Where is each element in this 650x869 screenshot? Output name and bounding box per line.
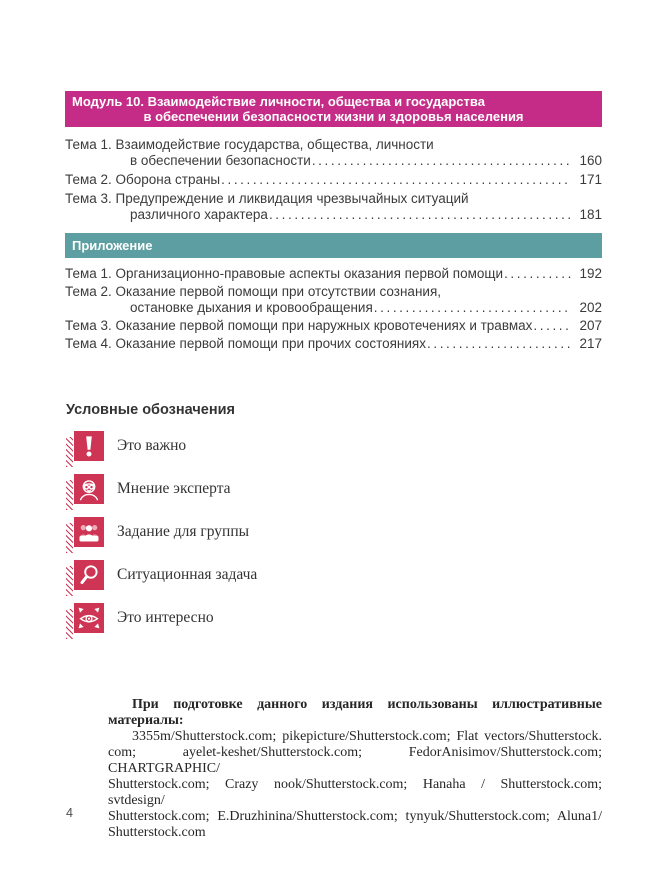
hatch-decoration: [66, 609, 73, 639]
legend-item-interesting: [66, 603, 257, 633]
toc-entry-text: Тема 2. Оказание первой помощи при отсутствии сознания,: [65, 284, 442, 299]
toc-page-number: 202: [579, 300, 602, 315]
hatch-decoration: [66, 437, 73, 467]
toc-entry: [65, 336, 602, 352]
appendix-toc: [65, 266, 602, 354]
dot-leader: [312, 153, 572, 169]
legend-item-situation: [66, 560, 257, 590]
expert-icon: [74, 474, 104, 504]
exclamation-icon: [74, 431, 104, 461]
toc-entry-text: Тема 3. Предупреждение и ликвидация чрезвычайных ситуаций: [65, 191, 469, 206]
legend-label: Ситуационная задача: [117, 566, 258, 583]
legend-label: Это важно: [117, 437, 187, 454]
module-header-line2: в обеспечении безопасности жизни и здоровья населения: [143, 109, 524, 124]
dot-leader: [221, 172, 571, 188]
toc-entry-text: различного характера: [130, 207, 268, 222]
toc-entry: [65, 172, 602, 188]
toc-entry-text: Тема 2. Оборона страны: [65, 172, 221, 187]
hatch-decoration: [66, 480, 73, 510]
toc-entry: [65, 191, 602, 223]
dot-leader: [374, 300, 572, 316]
hatch-decoration: [66, 566, 73, 596]
toc-entry-text: Тема 3. Оказание первой помощи при наружных кровотечениях и травмах: [65, 318, 533, 333]
legend-label: Задание для группы: [117, 523, 250, 540]
toc-page-number: 160: [579, 153, 602, 168]
credits-line: Shutterstock.com; E.Druzhinina/Shutterstock.com; tynyuk/Shutterstock.com; Aluna1/: [108, 809, 602, 824]
toc-page-number: 217: [579, 336, 602, 351]
toc-entry: [65, 318, 602, 334]
toc-entry: [65, 284, 602, 316]
toc-entry-text: остановке дыхания и кровообращения: [130, 300, 373, 315]
illustration-credits: [108, 697, 602, 841]
page-number: 4: [66, 806, 73, 820]
toc-page-number: 207: [579, 318, 602, 333]
credits-heading: При подготовке данного издания использованы иллюстративные материалы:: [108, 697, 602, 728]
eye-icon: [74, 603, 104, 633]
toc-page-number: 192: [579, 266, 602, 281]
legend-title: Условные обозначения: [66, 402, 235, 418]
credits-line: Shutterstock.com: [108, 825, 206, 840]
toc-page-number: 181: [579, 207, 602, 222]
credits-line: com; ayelet-keshet/Shutterstock.com; FedorAnisimov/Shutterstock.com; CHARTGRAPHIC/: [108, 745, 602, 776]
hatch-decoration: [66, 523, 73, 553]
dot-leader: [533, 318, 571, 334]
credits-line: Shutterstock.com; Crazy nook/Shutterstock.com; Hanaha / Shutterstock.com; svtdesign/: [108, 777, 602, 808]
toc-entry-text: в обеспечении безопасности: [130, 153, 311, 168]
dot-leader: [269, 207, 572, 223]
toc-entry-text: Тема 1. Взаимодействие государства, общества, личности: [65, 137, 434, 152]
legend-section: [66, 402, 257, 646]
legend-label: Мнение эксперта: [117, 480, 231, 497]
module-10-header-band: [65, 91, 602, 127]
appendix-header-label: Приложение: [72, 238, 153, 253]
dot-leader: [504, 266, 571, 282]
dot-leader: [427, 336, 571, 352]
legend-item-group: [66, 517, 257, 547]
module-header-line1: Модуль 10. Взаимодействие личности, общества и государства: [72, 93, 485, 109]
module-toc: [65, 137, 602, 226]
toc-entry-text: Тема 1. Организационно-правовые аспекты оказания первой помощи: [65, 266, 504, 281]
group-icon: [74, 517, 104, 547]
credits-line: 3355m/Shutterstock.com; pikepicture/Shutterstock.com; Flat vectors/Shutterstock.: [132, 729, 602, 744]
toc-entry: [65, 137, 602, 169]
magnifier-icon: [74, 560, 104, 590]
toc-page-number: 171: [579, 172, 602, 187]
legend-label: Это интересно: [117, 609, 214, 626]
legend-item-important: [66, 431, 257, 461]
legend-item-expert: [66, 474, 257, 504]
appendix-header-band: [65, 233, 602, 258]
toc-entry-text: Тема 4. Оказание первой помощи при прочих состояниях: [65, 336, 426, 351]
toc-entry: [65, 266, 602, 282]
